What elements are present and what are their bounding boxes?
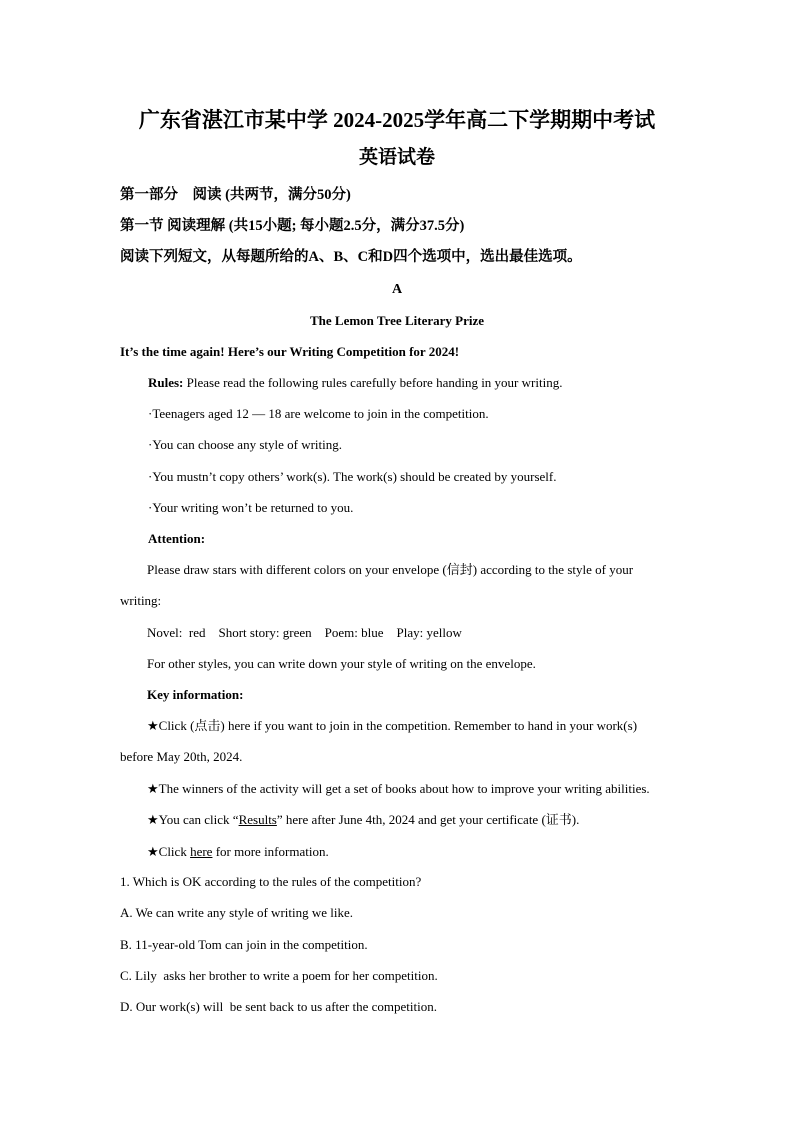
attention-text: Please draw stars with different colors on your envelope (信封) according to the style of your: [147, 562, 634, 577]
passage-intro: It’s the time again! Here’s our Writing Competition for 2024!: [120, 344, 460, 359]
rules-label: Rules:: [148, 375, 184, 390]
key-info-item: ★Click (点击) here if you want to join in the competition. Remember to hand in your work(s): [147, 718, 638, 733]
key-info-item: ★You can click “Results” here after June 4th, 2024 and get your certificate (证书).: [147, 812, 580, 827]
attention-text-cont: writing:: [120, 593, 162, 608]
results-link[interactable]: Results: [238, 812, 277, 827]
attention-label: Attention:: [148, 531, 206, 546]
passage-letter: A: [391, 282, 403, 297]
question-option-a: A. We can write any style of writing we like.: [120, 905, 354, 920]
passage-title: The Lemon Tree Literary Prize: [309, 313, 484, 328]
exam-title: 广东省湛江市某中学 2024-2025学年高二下学期期中考试: [138, 108, 656, 132]
section-heading: 第一节 阅读理解 (共15小题; 每小题2.5分，满分37.5分): [120, 218, 465, 234]
rule-item: ·Your writing won’t be returned to you.: [148, 500, 354, 515]
exam-subtitle: 英语试卷: [358, 147, 435, 168]
rule-item: ·Teenagers aged 12 — 18 are welcome to join in the competition.: [148, 406, 489, 421]
rule-item: ·You can choose any style of writing.: [148, 437, 343, 452]
question-option-b: B. 11-year-old Tom can join in the competition.: [120, 937, 368, 952]
question-stem: 1. Which is OK according to the rules of the competition?: [120, 874, 422, 889]
question-option-c: C. Lily asks her brother to write a poem for her competition.: [120, 968, 438, 983]
rule-item: ·You mustn’t copy others’ work(s). The work(s) should be created by yourself.: [148, 469, 557, 484]
key-info-item-cont: before May 20th, 2024.: [120, 749, 243, 764]
key-info-label: Key information:: [147, 687, 244, 702]
rules-paragraph: [148, 375, 562, 391]
question-option-d: D. Our work(s) will be sent back to us after the competition.: [120, 999, 437, 1014]
part-heading: 第一部分 阅读 (共两节，满分50分): [120, 187, 351, 203]
key-info-item: ★Click here for more information.: [147, 844, 329, 859]
instruction-text: 阅读下列短文，从每题所给的A、B、C和D四个选项中，选出最佳选项。: [120, 249, 582, 265]
style-colors: Novel: red Short story: green Poem: blue Play: yellow: [147, 625, 462, 640]
rules-text: Please read the following rules carefully before handing in your writing.: [183, 375, 563, 390]
other-styles: For other styles, you can write down your style of writing on the envelope.: [147, 656, 536, 671]
key-info-item: ★The winners of the activity will get a set of books about how to improve your writing abilities.: [147, 781, 650, 796]
here-link[interactable]: here: [190, 844, 213, 859]
